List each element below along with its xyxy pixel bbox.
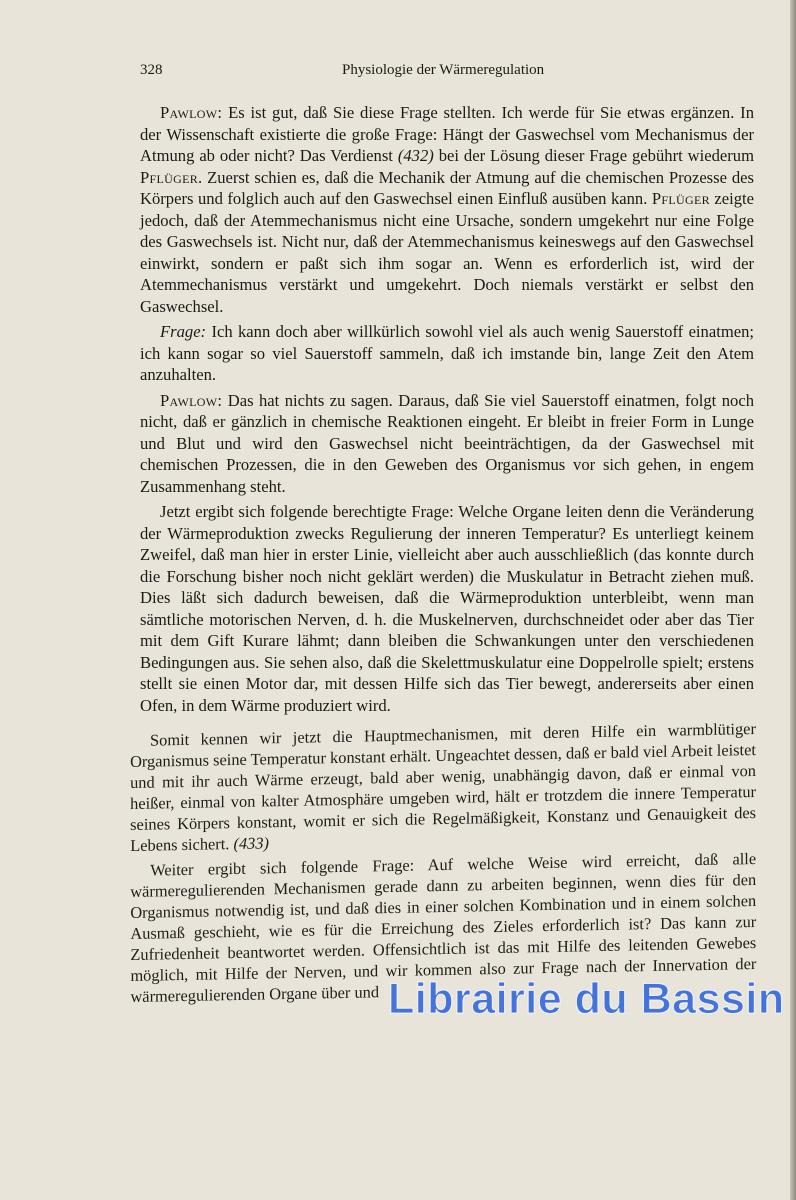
body-text [140,102,754,720]
paragraph-text: zeigte jedoch, daß der Atemmechanismus nicht eine Ursache, sondern umgekehrt nur eine Folge des Gaswechsels ist. Nicht nur, daß der Atemmechanismus keineswegs auf den Gaswechsel einwirkt, sondern er paßt sich ihm sogar an. Wenn es erforderlich ist, wird der Atemmechanismus verstärkt und umgekehrt. Doch niemals verstärkt er selbst den Gaswechsel. [140,189,755,316]
paragraph-text: Weiter ergibt sich folgende Frage: Auf welche Weise wird erreicht, daß alle wärmeregulierenden Mechanismen gerade dann zu arbeiten beginnen, wenn dies für den Organismus notwendig ist, und daß dies in einer solchen Kombination und in einem solchen Ausmaß geschieht, wie es für die Erreichung des Zieles erforderlich ist? Das kann zur Zufriedenheit beantwortet werden. Offensichtlich ist das mit Hilfe des leitenden Gewebes möglich, mit Hilfe der Nerven, und wir kommen also zur Frage nach der Innervation der wärmeregulierenden Organe über und [130,849,757,1007]
margin-marker: (433) [233,833,270,854]
page-number: 328 [140,62,163,78]
page-header [140,62,760,84]
author-name: Pflüger [651,189,710,208]
paragraph-text: bei der Lösung dieser Frage gebührt wiederum [433,146,754,165]
author-name: Pflüger [140,167,198,187]
paragraph-text: Es ist gut, daß Sie diese Frage stellten. Ich werde für Sie etwas ergänzen. In der Wissenschaft existierte die große Frage: Hängt der Gaswechsel vom Mechanismus der Atmung ab oder nicht? Das Verdienst [140,103,754,165]
paragraph-frage [140,321,754,386]
speaker-label: Pawlow: [160,390,223,410]
speaker-label: Pawlow: [160,103,223,122]
paragraph-text: Ich kann doch aber willkürlich sowohl viel als auch wenig Sauerstoff einatmen; ich kann sogar so viel Sauerstoff sammeln, daß ich imstande bin, lange Zeit den Atem anzuhalten. [140,322,754,384]
paragraph-text: Jetzt ergibt sich folgende berechtigte Frage: Welche Organe leiten denn die Veränderung der Wärmeproduktion zwecks Regulierung der inneren Temperatur? Es unterliegt keinem Zweifel, daß man hier in erster Linie, vielleicht aber auch ausschließlich (das konnte durch die Forschung bisher noch nicht geklärt werden) die Muskulatur in Betracht ziehen muß. Dies läßt sich dadurch beweisen, daß die Wärmeproduktion unterbleibt, wenn man sämtliche motorischen Nerven, d. h. die Muskelnerven, durchschneidet oder aber das Tier mit dem Gift Kurare lähmt; dann bleiben die Schwankungen unter den verschiedenen Bedingungen aus. Sie sehen also, daß die Skelettmuskulatur eine Doppelrolle spielt; erstens stellt sie einen Motor dar, mit dessen Hilfe sich das Tier bewegt, andererseits aber einen Ofen, in dem Wärme produziert wird. [140,502,754,715]
paragraph-pawlow-2 [140,390,754,498]
margin-marker: (432) [397,146,434,165]
watermark-text: Librairie du Bassin [388,975,785,1023]
paragraph-text: Somit kennen wir jetzt die Hauptmechanismen, mit deren Hilfe ein warmblütiger Organismus seine Temperatur konstant erhält. Ungeachtet dessen, daß er bald viel Arbeit leistet und mit ihr auch Wärme erzeugt, bald aber wenig, unabhängig davon, daß er einmal von heißer, einmal von kalter Atmosphäre umgeben wird, hält er trotzdem die innere Temperatur seines Körpers konstant, womit er sich die Regelmäßigkeit, Konstanz und Genauigkeit des Lebens sichert. [130,718,757,856]
paragraph-text: Das hat nichts zu sagen. Daraus, daß Sie viel Sauerstoff einatmen, folgt noch nicht, daß er gänzlich in chemische Reaktionen eingeht. Er bleibt in freier Form in Lunge und Blut und wird den Gaswechsel nicht beeinträchtigen, da der Gaswechsel mit chemischen Prozessen, die in den Geweben des Organismus vor sich gehen, in engem Zusammenhang steht. [140,390,754,496]
paragraph-text: . Zuerst schien es, daß die Mechanik der Atmung auf die chemischen Prozesse des Körpers und folglich auch auf den Gaswechsel einen Einfluß ausüben kann. [140,167,754,208]
paragraph-hauptmechanismen [130,718,756,856]
warped-body-text [130,718,756,1011]
paragraph-pawlow-1 [140,102,754,317]
running-title: Physiologie der Wärmeregulation [342,62,545,78]
speaker-label: Frage: [160,322,207,341]
paragraph-organe [140,501,754,716]
